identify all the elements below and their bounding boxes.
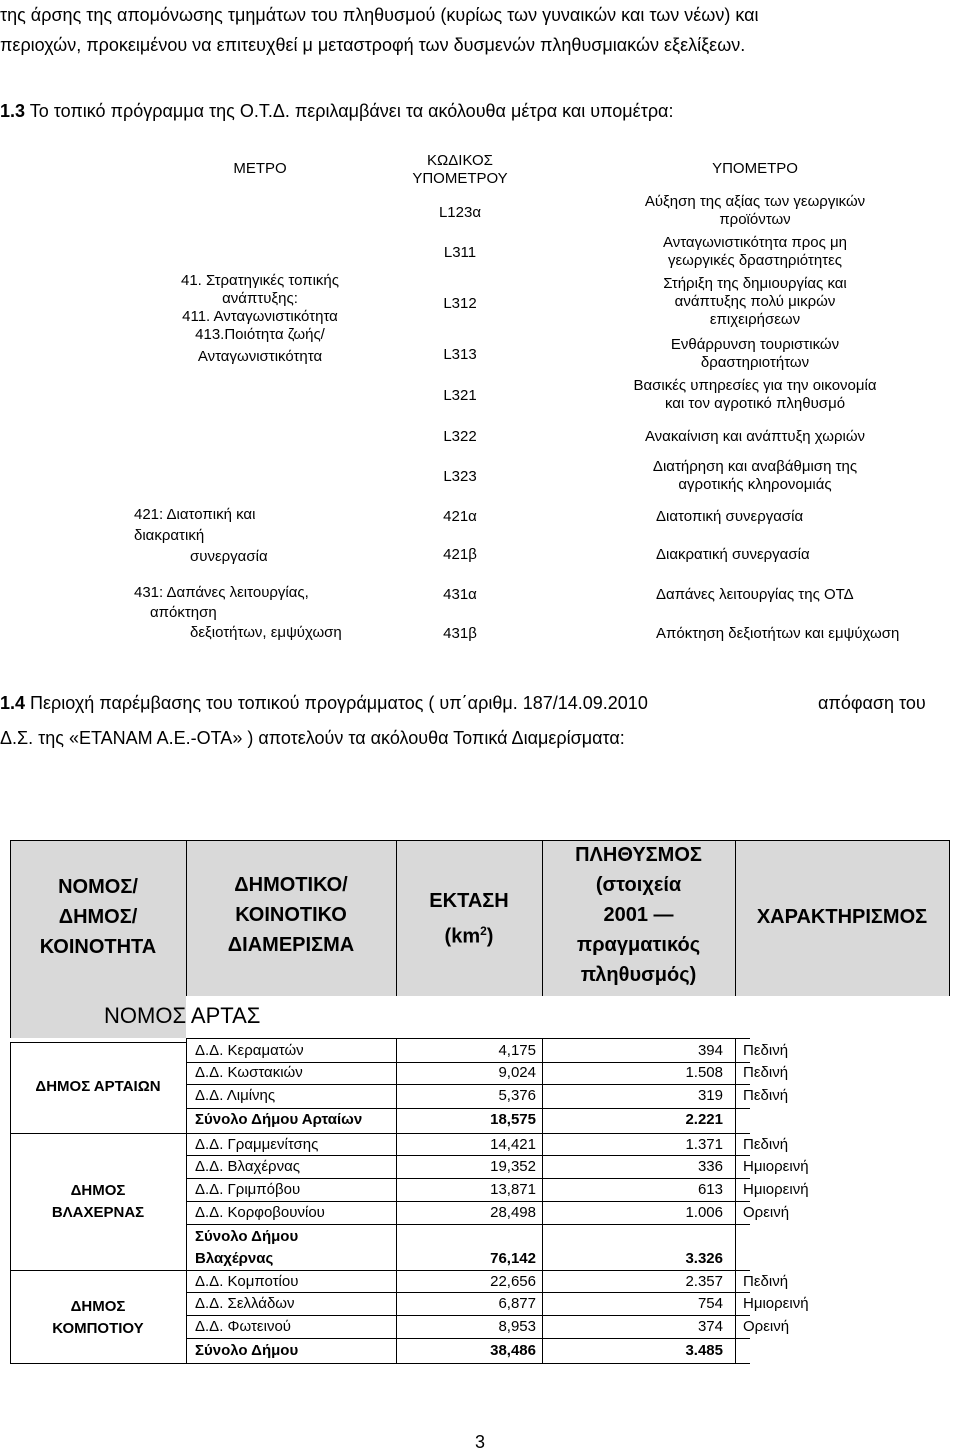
measure-description-line: Βασικές υπηρεσίες για την οικονομία xyxy=(633,377,877,394)
intro-line-1: της άρσης της απομόνωσης τμημάτων του πληθυσμού (κυρίως των γυναικών και των νέων) και xyxy=(0,5,759,25)
table-row xyxy=(186,1156,809,1178)
header-top-border xyxy=(10,840,950,841)
cell-district: Δ.Δ. Λιμίνης xyxy=(195,1087,276,1104)
cell-area: 6,877 xyxy=(498,1295,536,1312)
cell-population: 2.357 xyxy=(685,1273,723,1290)
measure-description-line: Ενθάρρυνση τουριστικών xyxy=(670,336,840,353)
cell-character: Πεδινή xyxy=(743,1136,789,1153)
cell-population: 3.326 xyxy=(685,1250,723,1267)
col-header-population xyxy=(542,840,735,990)
section-1-4-number: 1.4 xyxy=(0,693,26,713)
body-top-border-left xyxy=(10,1042,186,1043)
col-header-line: ΚΟΙΝΟΤΙΚΟ xyxy=(235,904,347,926)
cell-population: 336 xyxy=(697,1158,723,1175)
measure-41-line3: 411. Ανταγωνιστικότητα xyxy=(182,308,338,325)
measure-description: Διακρατική συνεργασία xyxy=(656,546,810,563)
measure-description-line: Αύξηση της αξίας των γεωργικών xyxy=(644,193,866,210)
municipality-artaion: ΔΗΜΟΣ ΑΡΤΑΙΩΝ xyxy=(35,1078,161,1095)
measure-code: L323 xyxy=(443,468,477,485)
table-row xyxy=(186,1202,790,1224)
col-header-area xyxy=(396,886,542,952)
cell-character: Πεδινή xyxy=(743,1064,789,1081)
measure-41-line4: 413.Ποιότητα ζωής/ xyxy=(195,326,325,343)
cell-area: 76,142 xyxy=(490,1250,536,1267)
col-header-line: ΔΗΜΟΣ/ xyxy=(58,906,138,928)
measure-code: L322 xyxy=(443,428,477,445)
header-gap xyxy=(186,996,950,1038)
col-header-line: ΕΚΤΑΣΗ xyxy=(429,890,509,912)
measure-description-line: Διατήρηση και αναβάθμιση της xyxy=(652,458,858,475)
cell-population: 3.485 xyxy=(685,1342,723,1359)
measure-description-line: γεωργικές δραστηριότητες xyxy=(667,252,843,269)
measure-code: L312 xyxy=(443,295,477,312)
row-separator xyxy=(186,1224,750,1225)
cell-population: 394 xyxy=(697,1042,723,1059)
table-row xyxy=(186,1293,809,1315)
row-separator xyxy=(186,1338,750,1339)
col-header-line: ΠΛΗΘΥΣΜΟΣ xyxy=(575,844,702,866)
section-1-4-tail: απόφαση του xyxy=(818,693,926,713)
cell-area: 19,352 xyxy=(490,1158,536,1175)
cell-population: 1.006 xyxy=(685,1204,723,1221)
measure-description-line: αγροτικής κληρονομιάς xyxy=(678,476,832,493)
municipality-line: ΚΟΜΠΟΤΙΟΥ xyxy=(52,1320,144,1337)
measure-41-line2: ανάπτυξης: xyxy=(222,290,298,307)
measure-code: L311 xyxy=(443,244,477,261)
measure-description xyxy=(630,377,880,413)
col-header-area-sup: 2 xyxy=(480,924,487,938)
cell-population: 374 xyxy=(697,1318,723,1335)
cell-area: 13,871 xyxy=(490,1181,536,1198)
measure-description-line: Στήριξη της δημιουργίας και xyxy=(663,275,847,292)
table-row xyxy=(186,1134,789,1156)
section-1-4-line1 xyxy=(0,688,960,718)
cell-character: Ορεινή xyxy=(743,1318,790,1335)
cell-district: Σύνολο Δήμου xyxy=(195,1228,299,1245)
measure-description xyxy=(630,458,880,494)
cell-character: Ημιορεινή xyxy=(743,1295,809,1312)
table-row xyxy=(186,1316,790,1338)
measure-description-line: δραστηριοτήτων xyxy=(700,354,810,371)
cell-character: Πεδινή xyxy=(743,1087,789,1104)
table-row xyxy=(186,1062,789,1084)
cell-character: Ημιορεινή xyxy=(743,1181,809,1198)
measure-description xyxy=(630,275,880,329)
cell-district: Δ.Δ. Κεραματών xyxy=(195,1042,304,1059)
measure-description xyxy=(630,193,880,229)
measure-41-line5: Ανταγωνιστικότητα xyxy=(197,348,323,365)
col-header-area-unit: (km xyxy=(444,925,481,948)
measure-code: 431α xyxy=(443,586,477,603)
measure-code: 421α xyxy=(443,508,477,525)
cell-area: 8,953 xyxy=(498,1318,536,1335)
cell-district: Σύνολο Δήμου Αρταίων xyxy=(195,1111,363,1128)
measure-421-line2: διακρατική xyxy=(134,527,205,544)
measure-code: 431β xyxy=(443,625,477,642)
measures-header-code xyxy=(380,152,540,188)
section-1-4-text: Περιοχή παρέμβασης του τοπικού προγράμματος ( υπ΄αριθμ. 187/14.09.2010 xyxy=(25,693,648,713)
intro-line-2: περιοχών, προκειμένου να επιτευχθεί μ μεταστροφή των δυσμενών πληθυσμιακών εξελίξεων. xyxy=(0,35,746,55)
col-header-line: (στοιχεία xyxy=(595,874,682,896)
measure-description: Απόκτηση δεξιοτήτων και εμψύχωση xyxy=(656,625,900,642)
col-header-line: 2001 — xyxy=(603,904,674,926)
measure-description xyxy=(630,428,880,446)
municipality-vlacherna xyxy=(10,1180,186,1224)
measure-description-line: και τον αγροτικό πληθυσμό xyxy=(664,395,846,412)
table-row-total xyxy=(186,1340,750,1362)
cell-area: 9,024 xyxy=(498,1064,536,1081)
cell-character: Πεδινή xyxy=(743,1042,789,1059)
heading-1-3-text: Το τοπικό πρόγραμμα της Ο.Τ.Δ. περιλαμβάνει τα ακόλουθα μέτρα και υπομέτρα: xyxy=(25,101,674,121)
table-row-total xyxy=(186,1109,750,1131)
municipality-line: ΒΛΑΧΕΡΝΑΣ xyxy=(51,1204,145,1221)
col-header-line: ΔΙΑΜΕΡΙΣΜΑ xyxy=(227,934,355,956)
table-bottom-border xyxy=(10,1363,750,1364)
measure-421-label xyxy=(134,506,394,566)
municipality-line: ΔΗΜΟΣ xyxy=(70,1298,126,1315)
measures-header-submeasure: ΥΠΟΜΕΤΡΟ xyxy=(712,160,798,177)
cell-district: Δ.Δ. Κορφοβουνίου xyxy=(195,1204,325,1221)
measure-code: L123α xyxy=(438,204,482,221)
measure-description-line: προϊόντων xyxy=(719,211,791,228)
table-row xyxy=(186,1271,789,1293)
measure-code: L321 xyxy=(443,387,477,404)
body-top-border-right xyxy=(186,1038,750,1039)
col-header-line xyxy=(396,916,542,952)
cell-area: 22,656 xyxy=(490,1273,536,1290)
cell-population: 1.508 xyxy=(685,1064,723,1081)
header-right-border xyxy=(949,840,950,996)
cell-population: 1.371 xyxy=(685,1136,723,1153)
cell-area: 14,421 xyxy=(490,1136,536,1153)
cell-district: Δ.Δ. Κωστακιών xyxy=(195,1064,303,1081)
measure-421-line3: συνεργασία xyxy=(190,548,268,565)
measure-description-line: Ανακαίνιση και ανάπτυξη χωριών xyxy=(644,428,866,445)
col-header-line: πληθυσμός) xyxy=(580,964,697,986)
measures-header-code-line1: ΚΩΔΙΚΟΣ xyxy=(427,152,493,169)
cell-district: Δ.Δ. Σελλάδων xyxy=(195,1295,295,1312)
measure-421-line1: 421: Διατοπική και xyxy=(134,506,256,523)
measure-41-label xyxy=(140,272,380,366)
cell-population: 319 xyxy=(697,1087,723,1104)
col-header-line: ΔΗΜΟΤΙΚΟ/ xyxy=(234,874,348,896)
cell-district: Δ.Δ. Κομποτίου xyxy=(195,1273,299,1290)
cell-area: 38,486 xyxy=(490,1342,536,1359)
table-row xyxy=(186,1179,809,1201)
cell-population: 754 xyxy=(697,1295,723,1312)
cell-area: 5,376 xyxy=(498,1087,536,1104)
col-header-area-end: ) xyxy=(486,925,494,948)
measure-code: 421β xyxy=(443,546,477,563)
measure-431-line2: απόκτηση xyxy=(150,604,217,621)
cell-character: Πεδινή xyxy=(743,1273,789,1290)
col-header-line: ΝΟΜΟΣ/ xyxy=(58,876,138,898)
table-row xyxy=(186,1085,789,1107)
prefecture-label: ΝΟΜΟΣ ΑΡΤΑΣ xyxy=(104,1003,261,1028)
cell-character: Ημιορεινή xyxy=(743,1158,809,1175)
intro-paragraph xyxy=(0,0,960,60)
cell-district: Σύνολο Δήμου xyxy=(195,1342,299,1359)
measure-description-line: ανάπτυξης πολύ μικρών xyxy=(674,293,836,310)
col-header-character: ΧΑΡΑΚΤΗΡΙΣΜΟΣ xyxy=(756,906,928,928)
measure-431-line1: 431: Δαπάνες λειτουργίας, xyxy=(134,584,309,601)
municipality-line: ΔΗΜΟΣ xyxy=(70,1182,126,1199)
cell-population: 613 xyxy=(697,1181,723,1198)
table-row-total xyxy=(186,1226,750,1270)
cell-district-line2: Βλαχέρνας xyxy=(195,1250,274,1267)
municipality-kompotiou xyxy=(10,1296,186,1340)
measure-431-label xyxy=(134,584,394,642)
measures-header-code-line2: ΥΠΟΜΕΤΡΟΥ xyxy=(412,170,508,187)
measure-description: Διατοπική συνεργασία xyxy=(656,508,804,525)
cell-character: Ορεινή xyxy=(743,1204,790,1221)
col-header-prefecture xyxy=(10,872,186,962)
heading-1-3 xyxy=(0,96,673,126)
measures-header-metro: ΜΕΤΡΟ xyxy=(233,160,287,177)
measure-description-line: Ανταγωνιστικότητα προς μη xyxy=(662,234,848,251)
table-row xyxy=(186,1040,789,1062)
page-number: 3 xyxy=(474,1432,485,1452)
col-header-line: ΚΟΙΝΟΤΗΤΑ xyxy=(39,936,157,958)
heading-1-3-number: 1.3 xyxy=(0,101,26,121)
cell-district: Δ.Δ. Γριμπόβου xyxy=(195,1181,301,1198)
measure-description xyxy=(630,234,880,270)
cell-district: Δ.Δ. Γραμμενίτσης xyxy=(195,1136,319,1153)
col-header-district xyxy=(186,870,396,960)
col-header-line: πραγματικός xyxy=(576,934,701,956)
cell-area: 4,175 xyxy=(498,1042,536,1059)
cell-district: Δ.Δ. Φωτεινού xyxy=(195,1318,291,1335)
cell-district: Δ.Δ. Βλαχέρνας xyxy=(195,1158,300,1175)
section-1-4-line2: Δ.Σ. της «ΕΤΑΝΑΜ Α.Ε.-ΟΤΑ» ) αποτελούν τα ακόλουθα Τοπικά Διαμερίσματα: xyxy=(0,728,625,748)
cell-area: 18,575 xyxy=(490,1111,536,1128)
measure-description-line: επιχειρήσεων xyxy=(709,311,801,328)
cell-area: 28,498 xyxy=(490,1204,536,1221)
measure-description: Δαπάνες λειτουργίας της ΟΤΔ xyxy=(656,586,854,603)
measure-description xyxy=(630,336,880,372)
measure-41-line1: 41. Στρατηγικές τοπικής xyxy=(181,272,339,289)
measure-431-line3: δεξιοτήτων, εμψύχωση xyxy=(190,624,342,641)
cell-population: 2.221 xyxy=(685,1111,723,1128)
measure-code: L313 xyxy=(443,346,477,363)
